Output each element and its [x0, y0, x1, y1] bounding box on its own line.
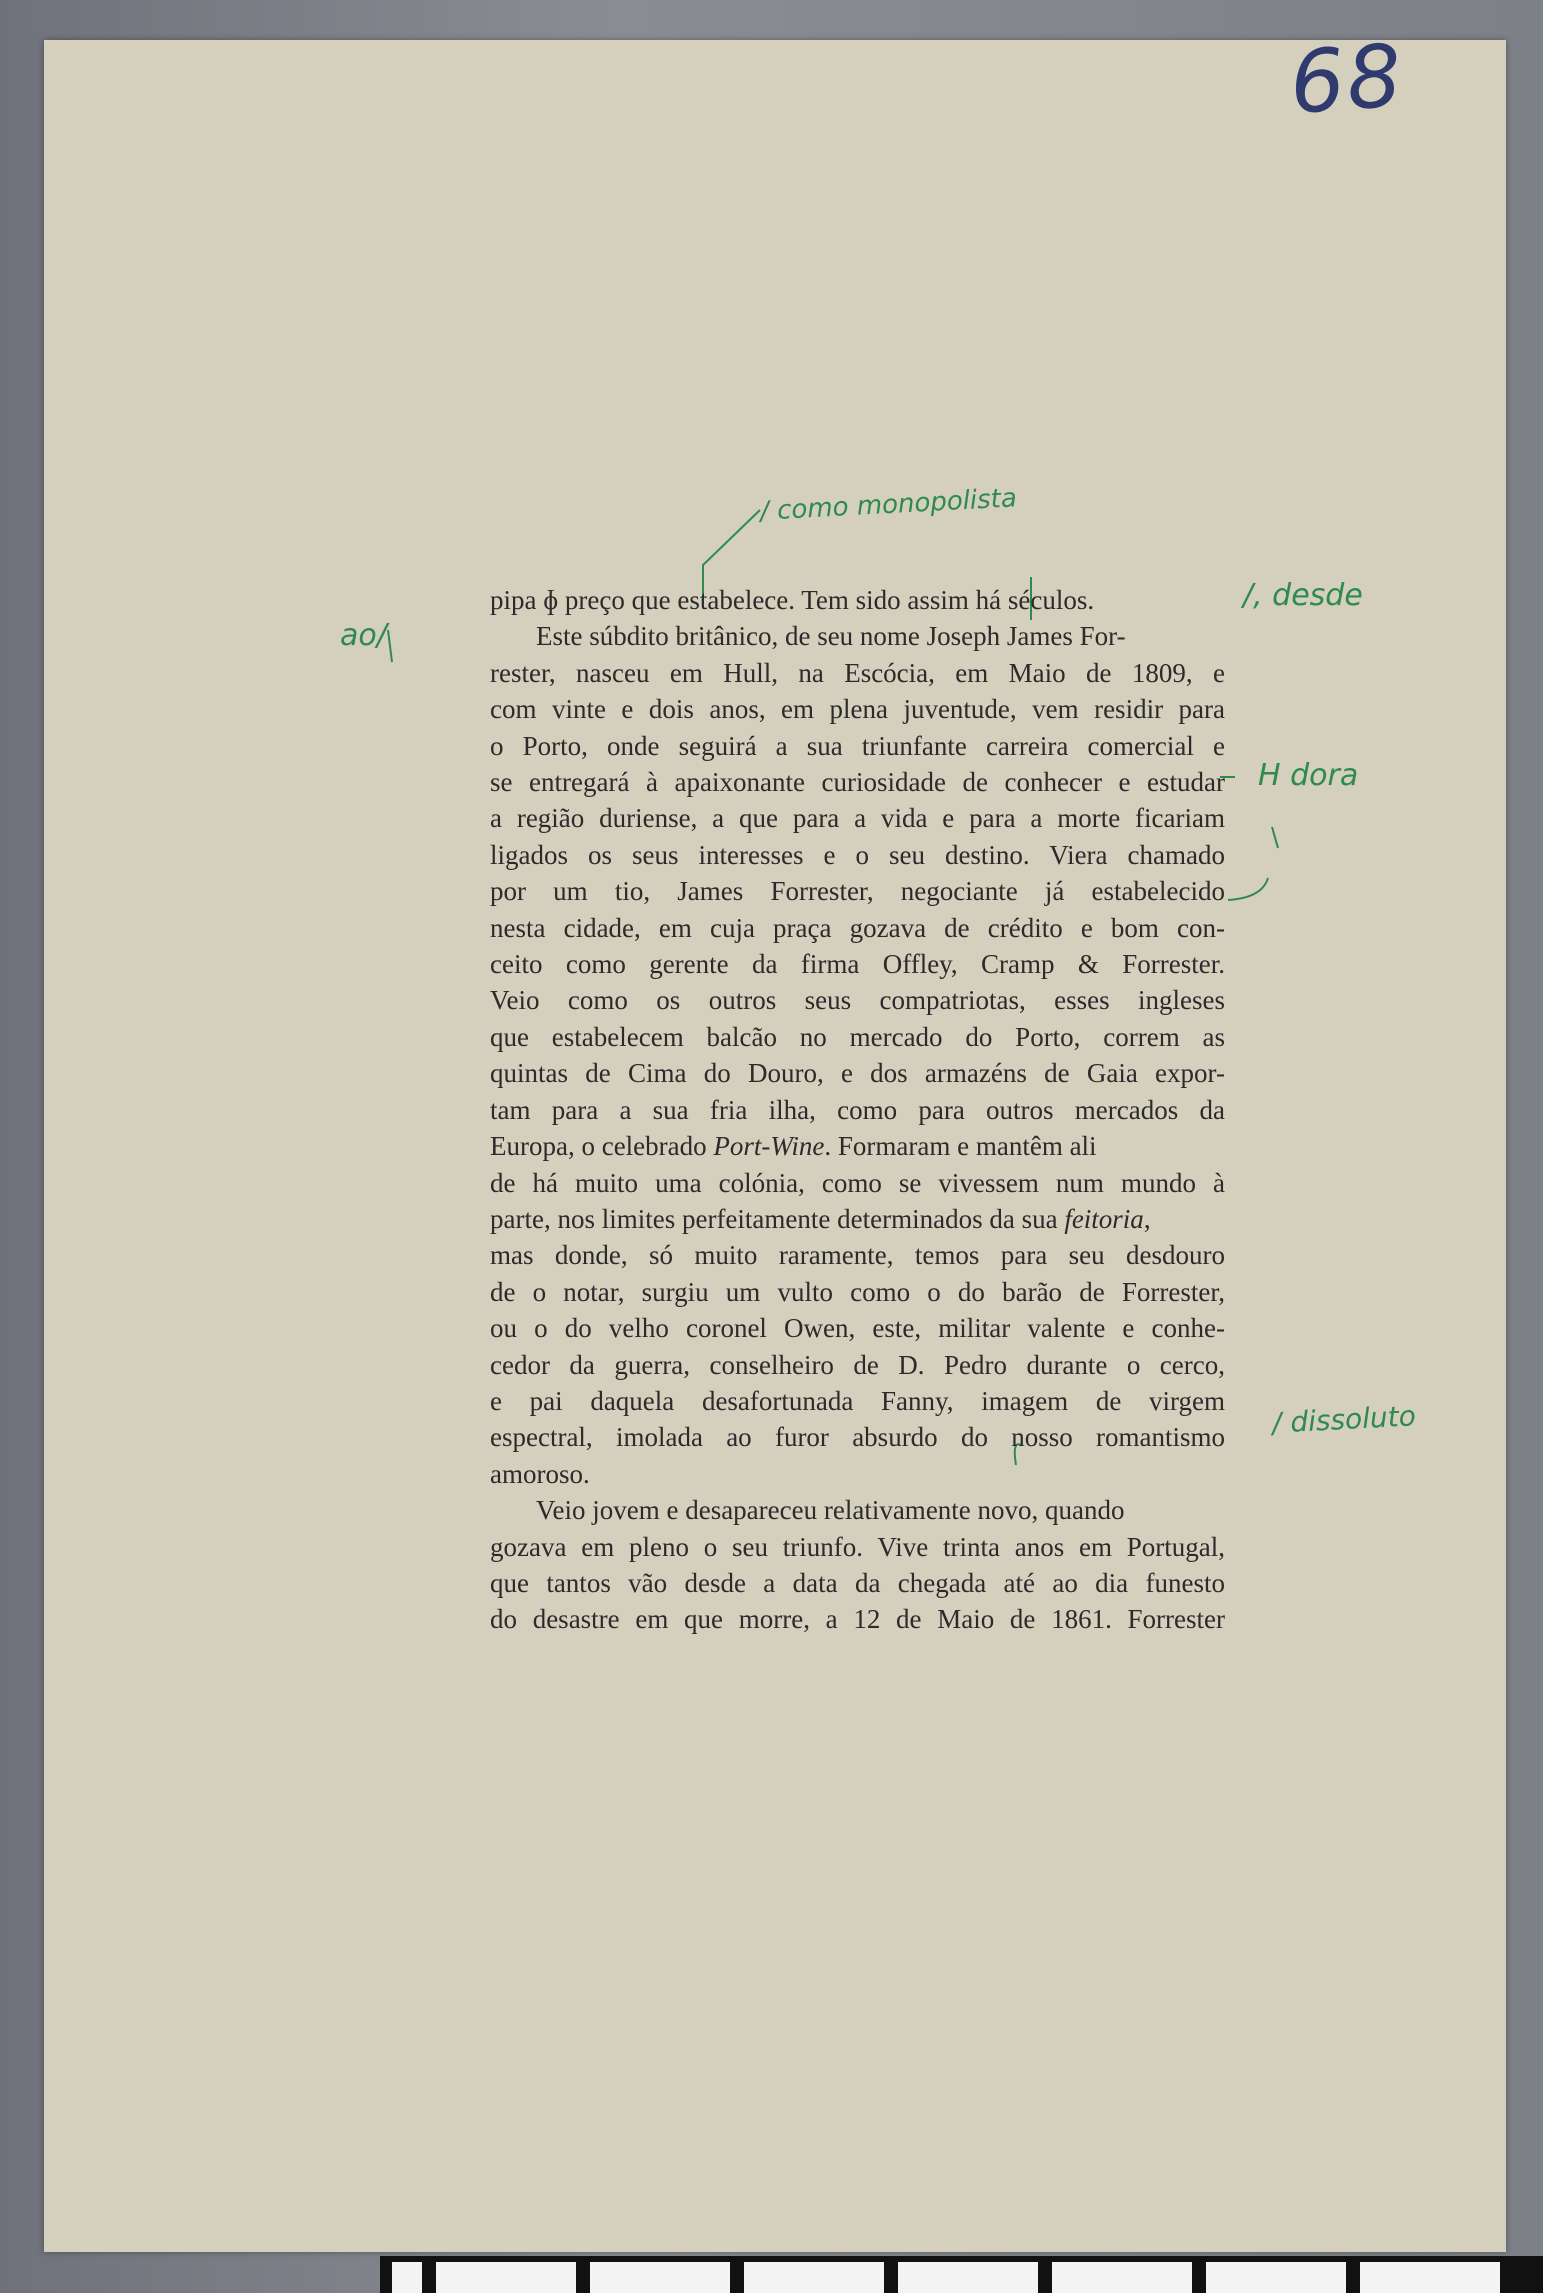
scale-segment [590, 2262, 730, 2293]
scale-segment [1360, 2262, 1500, 2293]
text-line: cedor da guerra, conselheiro de D. Pedro durante o cerco, [490, 1349, 1225, 1380]
scale-segment [392, 2262, 422, 2293]
scale-segment [1206, 2262, 1346, 2293]
text-line [490, 1128, 1225, 1164]
text-line: do desastre em que morre, a 12 de Maio de 1861. Forrester [490, 1604, 1225, 1635]
text-line: ceito como gerente da firma Offley, Cramp & Forrester. [490, 949, 1225, 980]
annotation-right-dissoluto: / dissoluto [1271, 1399, 1417, 1440]
text-span: . Formaram e mantêm ali [824, 1131, 1097, 1162]
text-line: rester, nasceu em Hull, na Escócia, em Maio de 1809, e [490, 657, 1225, 688]
text-line: gozava em pleno o seu triunfo. Vive trinta anos em Portugal, [490, 1531, 1225, 1562]
annotation-right-dora: H dora [1258, 758, 1359, 793]
text-line: ligados os seus interesses e o seu destino. Viera chamado [490, 839, 1225, 870]
scale-segment [1052, 2262, 1192, 2293]
annotation-right-desde: /, desde [1243, 578, 1363, 613]
annotation-top-insert: / como monopolista [759, 483, 1018, 527]
text-line: por um tio, James Forrester, negociante já estabelecido [490, 876, 1225, 907]
text-line: mas donde, só muito raramente, temos para seu desdouro [490, 1240, 1225, 1271]
scale-segment [898, 2262, 1038, 2293]
text-span: Europa, o celebrado [490, 1131, 714, 1162]
text-line: quintas de Cima do Douro, e dos armazéns de Gaia expor- [490, 1058, 1225, 1089]
text-span: , [1143, 1203, 1151, 1234]
text-line: de há muito uma colónia, como se vivessem num mundo à [490, 1167, 1225, 1198]
scale-segment [436, 2262, 576, 2293]
text-line: nesta cidade, em cuja praça gozava de crédito e bom con- [490, 912, 1225, 943]
text-span [490, 1128, 1097, 1164]
text-span: parte, nos limites perfeitamente determinados da sua [490, 1203, 1065, 1234]
text-line: que tantos vão desde a data da chegada até ao dia funesto [490, 1567, 1225, 1598]
text-line: que estabelecem balcão no mercado do Porto, correm as [490, 1021, 1225, 1052]
text-line: Este súbdito britânico, de seu nome Joseph James For- [536, 621, 1126, 652]
italic-term: Port-Wine [713, 1131, 825, 1162]
text-line: pipa ɸ preço que estabelece. Tem sido assim há séculos. [490, 585, 1095, 615]
page-number: 68 [1286, 26, 1407, 134]
text-line: se entregará à apaixonante curiosidade de conhecer e estudar [490, 767, 1225, 798]
body-text [490, 582, 1225, 1638]
text-line: amoroso. [490, 1458, 590, 1489]
text-line: de o notar, surgiu um vulto como o do barão de Forrester, [490, 1276, 1225, 1307]
text-line: e pai daquela desafortunada Fanny, imagem de virgem [490, 1385, 1225, 1416]
text-line: Veio como os outros seus compatriotas, esses ingleses [490, 985, 1225, 1016]
italic-term: feitoria [1064, 1203, 1144, 1234]
annotation-left-margin: ao/ [340, 618, 387, 653]
text-line: ou o do velho coronel Owen, este, militar valente e conhe- [490, 1313, 1225, 1344]
text-line: espectral, imolada ao furor absurdo do nosso romantismo [490, 1422, 1225, 1453]
text-line [490, 1201, 1225, 1237]
text-line: Veio jovem e desapareceu relativamente novo, quando [536, 1495, 1125, 1526]
text-line: a região duriense, a que para a vida e para a morte ficariam [490, 803, 1225, 834]
text-line: o Porto, onde seguirá a sua triunfante carreira comercial e [490, 730, 1225, 761]
text-line: com vinte e dois anos, em plena juventude, vem residir para [490, 694, 1225, 725]
scale-segment [744, 2262, 884, 2293]
text-line: tam para a sua fria ilha, como para outros mercados da [490, 1094, 1225, 1125]
